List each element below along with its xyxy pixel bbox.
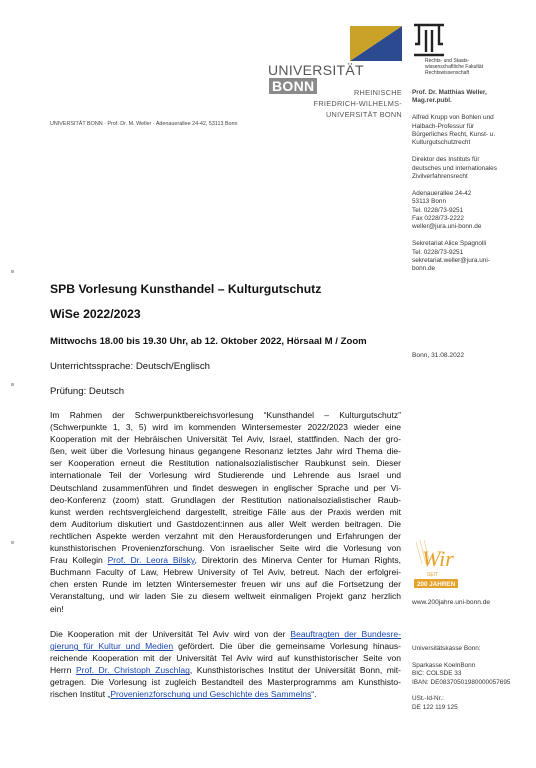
bank-details xyxy=(412,645,532,721)
bank-heading: Universitätskasse Bonn: xyxy=(412,645,481,652)
anniversary-wir-text: Wir xyxy=(422,546,454,571)
fold-mark xyxy=(11,541,14,544)
paragraph-line: (Schwerpunkte 1, 3, 5) wird im kommenden Wintersemester 2022/2023 wieder eine xyxy=(50,422,401,433)
paragraph-line: chen ersten Runde im letzten Wintersemester freuen wir uns auf die Fortsetzung der xyxy=(50,579,401,590)
bank-account: Sparkasse KoelnBonn BIC: COLSDE 33 IBAN: DE08370501980000057695 xyxy=(412,661,511,686)
paragraph-line: Frau Kollegin Prof. Dr. Leora Bilsky, Direktorin des Minerva Center for Human Rights, xyxy=(50,555,401,566)
paragraph-line: Veranstaltung, und wir laden Sie zu diesem weltweit einmaligen Projekt ganz herzlich xyxy=(50,591,401,602)
paragraph-line: reichende Kooperation mit der Universität Tel Aviv wird auf kunsthistorischer Seite von xyxy=(50,653,401,664)
paragraph-line: kunsthistorischen Provenienzforschung. Von israelischer Seite wird die Vorlesung von xyxy=(50,543,401,554)
secretariat-email[interactable]: sekretariat.weller@jura.uni- bonn.de xyxy=(412,257,490,273)
paragraph-line: ein! xyxy=(50,603,64,614)
paragraph-line: Deutschland zusammenführen und findet deswegen in englischer Sprache und per Vi- xyxy=(50,482,401,493)
schedule-line: Mittwochs 18.00 bis 19.30 Uhr, ab 12. Oktober 2022, Hörsaal M / Zoom xyxy=(50,336,367,347)
paragraph-line: ßen, weit über die Vorlesung hinaus gegangene Resonanz letztes Jahr wird Thema die- xyxy=(50,446,401,457)
anniversary-url[interactable]: www.200jahre.uni-bonn.de xyxy=(412,599,491,606)
paragraph-line: rechtlichen Aspekte werden verzahnt mit den Herausforderungen und Erfahrungen der xyxy=(50,530,401,541)
bilsky-link[interactable]: Prof. Dr. Leora Bilsky xyxy=(107,555,195,566)
paragraph-line: getragen. Die Vorlesung ist zugleich Bestandteil des Masterprogramms am Kunsthisto- xyxy=(50,677,401,688)
paragraph-line: kunst werden rechtsvergleichend dargestellt, streitige Fälle aus der Praxis werden mit xyxy=(50,506,401,517)
semester-heading: WiSe 2022/2023 xyxy=(50,307,141,321)
paragraph-line: Im Rahmen der Schwerpunktbereichsvorlesung “Kunsthandel – Kulturgutschutz” xyxy=(50,410,401,420)
faculty-logo-icon xyxy=(412,22,446,58)
vat-id: USt.-Id-Nr.: DE 122 119 125 xyxy=(412,695,458,711)
paragraph-line: internationale Teil der Vorlesung wird Studierende und Lehrende aus Israel und xyxy=(50,470,401,481)
anniversary-seit-text: SEIT xyxy=(427,572,439,578)
paragraph-line: rischen Institut „Provenienzforschung und Geschichte des Sammelns“. xyxy=(50,689,317,700)
chair-description: Alfred Krupp von Bohlen und Halbach-Professur für Bürgerliches Recht, Kunst- u. Kulturgutschutzrecht xyxy=(412,114,496,147)
exam-language: Prüfung: Deutsch xyxy=(50,386,125,397)
bkm-link[interactable]: Beauftragten der Bundesre- xyxy=(290,629,401,639)
bkm-link-continued[interactable]: gierung für Kultur und Medien xyxy=(50,641,174,652)
punch-mark xyxy=(11,383,14,386)
zuschlag-link[interactable]: Prof. Dr. Christoph Zuschlag xyxy=(75,665,190,676)
office-address: Adenauerallee 24-42 53113 Bonn Tel. 0228/73-9251 Fax 0228/73-2222 weller@jura.uni-bonn.de xyxy=(412,189,482,231)
professor-name: Prof. Dr. Matthias Weller, Mag.rer.publ. xyxy=(412,89,487,105)
fold-mark xyxy=(11,270,14,273)
paragraph-line: Die Kooperation mit der Universität Tel Aviv wird von der Beauftragten der Bundesre- xyxy=(50,629,401,639)
provenance-program-link[interactable]: Provenienzforschung und Geschichte des Sammelns xyxy=(110,689,312,700)
paragraph-line: Buchmann Faculty of Law, Hebrew University of Tel Aviv, betreut. Nach der erfolgrei- xyxy=(50,567,401,578)
university-logo xyxy=(268,26,402,94)
page-title: SPB Vorlesung Kunsthandel – Kulturgutschutz xyxy=(50,282,322,296)
paragraph-line: Kooperation mit der Hebräischen Universität Tel Aviv, Israel, stattfinden. Nach der gro- xyxy=(50,434,401,445)
teaching-language: Unterrichtssprache: Deutsch/Englisch xyxy=(50,361,210,372)
secretariat-contact: Sekretariat Alice Spagnolli Tel. 0228/73-9251 sekretariat.weller@jura.uni- bonn.de xyxy=(412,240,490,273)
paragraph-line: ser Kooperation erneut die Restitution nationalsozialistischer Raubkunst sein. Dieser xyxy=(50,458,401,469)
paragraph-line: deo-Konferenz (zoom) statt. Grundlagen der Restitution nationalsozialistischer Raub- xyxy=(50,494,401,505)
director-description: Direktor des Instituts für deutsches und internationales Zivilverfahrensrecht xyxy=(412,156,497,181)
university-wordmark: UNIVERSITÄTBONN xyxy=(268,62,364,94)
professor-email[interactable]: weller@jura.uni-bonn.de xyxy=(412,223,482,231)
university-logo-mark xyxy=(350,26,402,61)
sender-address-line: UNIVERSITÄT BONN · Prof. Dr. M. Weller · Adenauerallee 24-42, 53113 Bonn xyxy=(50,121,238,127)
contact-column xyxy=(412,89,530,282)
letter-date: Bonn, 31.08.2022 xyxy=(412,352,465,359)
paragraph-line: Herrn Prof. Dr. Christoph Zuschlag, Kunsthistorisches Institut der Universität Bonn, mit- xyxy=(50,665,401,676)
description-paragraph xyxy=(50,409,401,615)
cooperation-paragraph xyxy=(50,628,401,701)
university-name: RHEINISCHE FRIEDRICH-WILHELMS- UNIVERSITÄT BONN xyxy=(313,88,402,119)
anniversary-emblem xyxy=(412,538,464,592)
anniversary-years-text: 200 JAHREN xyxy=(417,581,456,588)
paragraph-line: dem Auditorium diskutiert und Gastdozent:innen aus aller Welt werden beitragen. Die xyxy=(50,518,401,529)
paragraph-line: gierung für Kultur und Medien gefördert. Die über die gemeinsame Vorlesung hinaus- xyxy=(50,641,401,652)
faculty-name: Rechts- und Staats- wissenschaftliche Fakultät Rechtswissenschaft xyxy=(425,58,484,77)
